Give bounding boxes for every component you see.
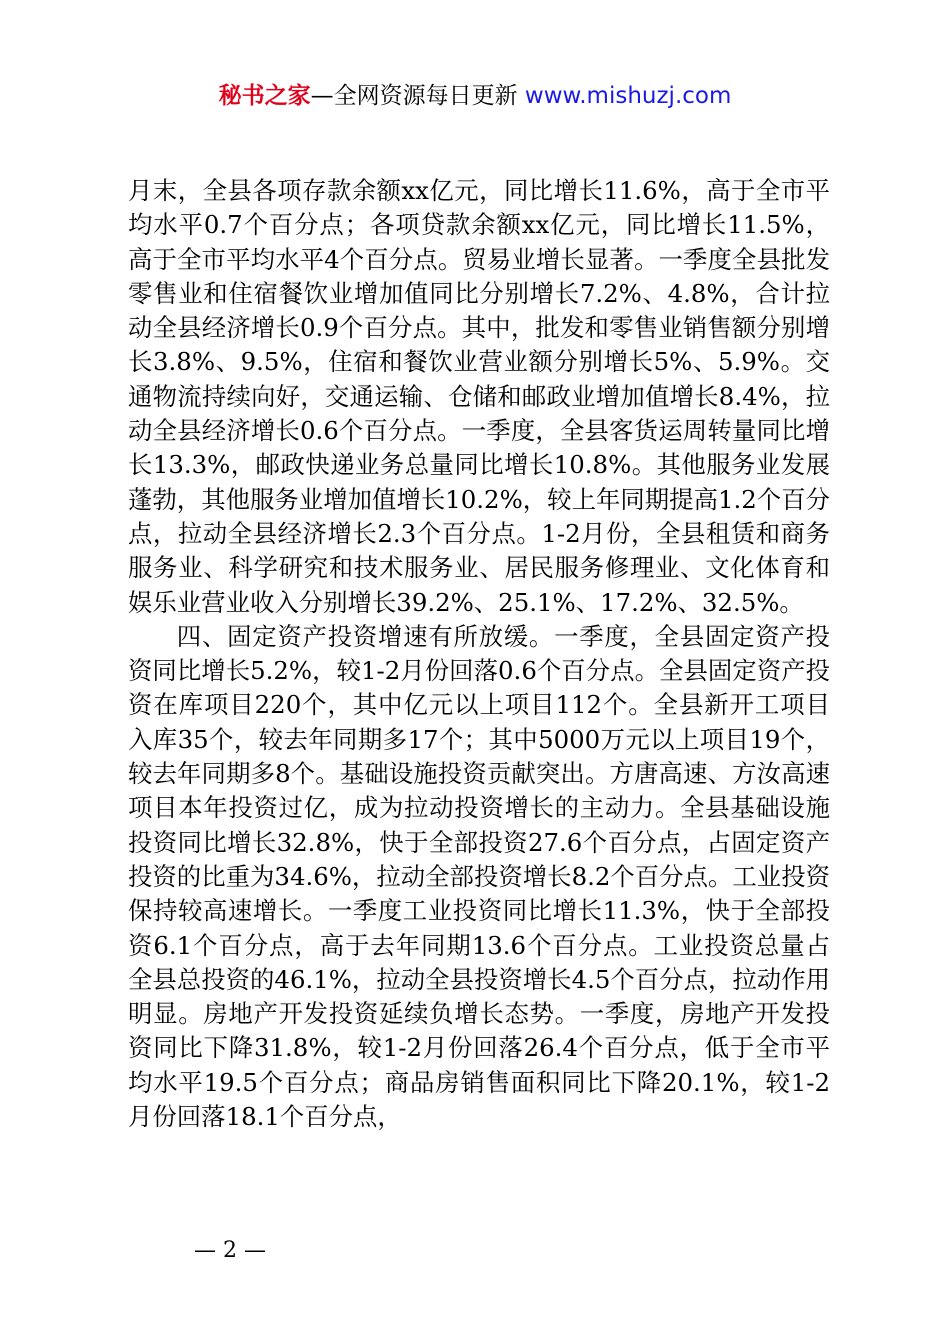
paragraph-section-four: 四、固定资产投资增速有所放缓。一季度，全县固定资产投资同比增长5.2%，较1-2月份回落0.6个百分点。全县固定资产投资在库项目220个，其中亿元以上项目112个。全县新开工项目入库35个，较去年同期多17个；其中5000万元以上项目19个，较去年同期多8个。基础设施投资贡献突出。方唐高速、方汝高速项目本年投资过亿，成为拉动投资增长的主动力。全县基础设施投资同比增长32.8%，快于全部投资27.6个百分点，占固定资产投资的比重为34.6%，拉动全部投资增长8.2个百分点。工业投资保持较高速增长。一季度工业投资同比增长11.3%，快于全部投资6.1个百分点，高于去年同期13.6个百分点。工业投资总量占全县总投资的46.1%，拉动全县投资增长4.5个百分点，拉动作用明显。房地产开发投资延续负增长态势。一季度，房地产开发投资同比下降31.8%，较1-2月份回落26.4个百分点，低于全市平均水平19.5个百分点；商品房销售面积同比下降20.1%，较1-2月份回落18.1个百分点， [128, 621, 830, 1132]
paragraph-continued: 月末，全县各项存款余额xx亿元，同比增长11.6%，高于全市平均水平0.7个百分点；各项贷款余额xx亿元，同比增长11.5%，高于全市平均水平4个百分点。贸易业增长显著。一季度全县批发零售业和住宿餐饮业增加值同比分别增长7.2%、4.8%，合计拉动全县经济增长0.9个百分点。其中，批发和零售业销售额分别增长3.8%、9.5%，住宿和餐饮业营业额分别增长5%、5.9%。交通物流持续向好，交通运输、仓储和邮政业增加值增长8.4%，拉动全县经济增长0.6个百分点。一季度，全县客货运周转量同比增长13.3%，邮政快递业务总量同比增长10.8%。其他服务业发展蓬勃，其他服务业增加值增长10.2%，较上年同期提高1.2个百分点，拉动全县经济增长2.3个百分点。1-2月份，全县租赁和商务服务业、科学研究和技术服务业、居民服务修理业、文化体育和娱乐业营业收入分别增长39.2%、25.1%、17.2%、32.5%。 [128, 176, 830, 617]
header-tagline: —全网资源每日更新 [310, 83, 525, 109]
page-number: — 2 — [194, 1238, 266, 1263]
header-banner [0, 80, 950, 112]
brand-name: 秘书之家 [218, 83, 311, 109]
site-url-link[interactable]: www.mishuzj.com [524, 83, 732, 109]
document-body [128, 174, 830, 1134]
